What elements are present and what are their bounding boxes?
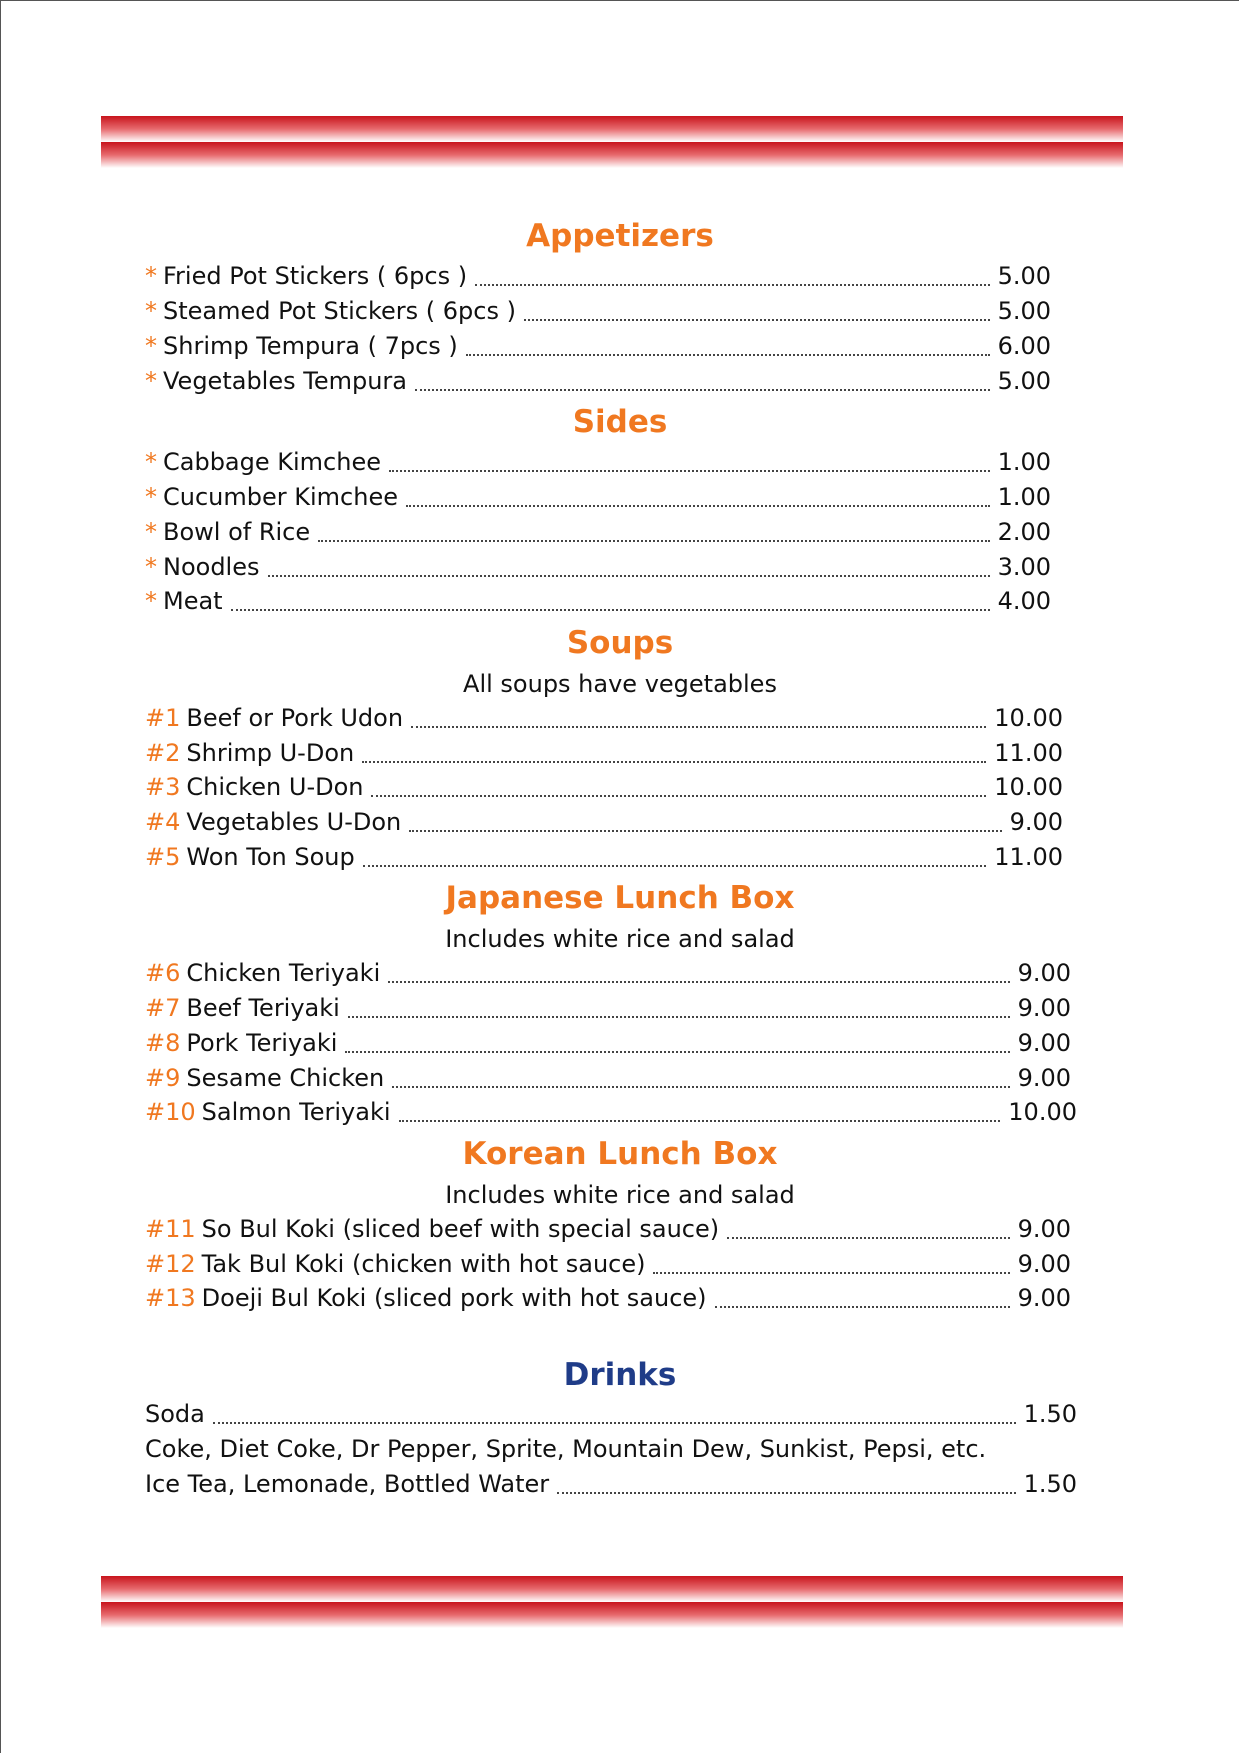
item-price: 1.50 <box>1023 1400 1077 1428</box>
dot-leader <box>388 981 1009 983</box>
soda-list: Coke, Diet Coke, Dr Pepper, Sprite, Mountain Dew, Sunkist, Pepsi, etc. <box>145 1435 987 1463</box>
item-price: 5.00 <box>997 297 1051 325</box>
menu-item <box>145 994 1071 1026</box>
item-code: #13 <box>145 1284 196 1312</box>
menu-item <box>145 1470 1077 1502</box>
item-code: #12 <box>145 1250 196 1278</box>
item-price: 1.50 <box>1023 1470 1077 1498</box>
star-mark: * <box>145 553 157 581</box>
star-mark: * <box>145 448 157 476</box>
checkered-border-top <box>101 116 1123 168</box>
item-price: 11.00 <box>994 843 1063 871</box>
dot-leader <box>399 1120 1001 1122</box>
item-name: Chicken Teriyaki <box>186 959 381 987</box>
dot-leader <box>213 1422 1016 1424</box>
item-name: Bowl of Rice <box>163 518 311 546</box>
item-name: Beef or Pork Udon <box>186 704 404 732</box>
star-mark: * <box>145 262 157 290</box>
dot-leader <box>524 319 990 321</box>
menu-item <box>145 297 1051 329</box>
star-mark: * <box>145 483 157 511</box>
item-price: 9.00 <box>1017 959 1071 987</box>
item-name: Ice Tea, Lemonade, Bottled Water <box>145 1470 550 1498</box>
item-price: 9.00 <box>1017 1029 1071 1057</box>
dot-leader <box>475 284 989 286</box>
dot-leader <box>411 726 986 728</box>
item-name: Cabbage Kimchee <box>163 448 381 476</box>
menu-item <box>145 332 1051 364</box>
dot-leader <box>557 1492 1015 1494</box>
menu-item <box>145 1029 1071 1061</box>
menu-item <box>145 843 1063 875</box>
item-name: Won Ton Soup <box>186 843 355 871</box>
item-name: Fried Pot Stickers ( 6pcs ) <box>163 262 468 290</box>
japanese-lunch-box-title: Japanese Lunch Box <box>445 880 795 916</box>
item-name: Shrimp U-Don <box>186 739 355 767</box>
menu-item <box>145 1215 1071 1247</box>
menu-item <box>145 959 1071 991</box>
dot-leader <box>371 795 986 797</box>
item-price: 9.00 <box>1017 1284 1071 1312</box>
korean-lunch-box-note: Includes white rice and salad <box>445 1181 795 1209</box>
item-name: Cucumber Kimchee <box>163 483 398 511</box>
item-code: #10 <box>145 1098 196 1126</box>
menu-item <box>145 1400 1077 1432</box>
menu-item <box>145 553 1051 585</box>
menu-item <box>145 448 1051 480</box>
dot-leader <box>268 575 990 577</box>
menu-item <box>145 1098 1077 1130</box>
soups-title: Soups <box>566 625 674 661</box>
menu-item <box>145 704 1063 736</box>
menu-item <box>145 1064 1071 1096</box>
japanese-lunch-box-note: Includes white rice and salad <box>445 925 795 953</box>
menu-item <box>145 587 1051 619</box>
menu-item <box>145 773 1063 805</box>
item-name: Soda <box>145 1400 205 1428</box>
item-name: Vegetables U-Don <box>186 808 402 836</box>
menu-item <box>145 1284 1071 1316</box>
item-name: Pork Teriyaki <box>186 1029 338 1057</box>
drinks-title: Drinks <box>563 1357 677 1393</box>
sides-title: Sides <box>572 404 668 440</box>
dot-leader <box>409 830 1001 832</box>
appetizers-title: Appetizers <box>526 218 714 254</box>
star-mark: * <box>145 587 157 615</box>
dot-leader <box>362 761 986 763</box>
dot-leader <box>653 1272 1009 1274</box>
item-price: 2.00 <box>997 518 1051 546</box>
menu-item <box>145 739 1063 771</box>
item-price: 10.00 <box>1008 1098 1077 1126</box>
star-mark: * <box>145 332 157 360</box>
item-name: Vegetables Tempura <box>163 367 407 395</box>
item-name: Salmon Teriyaki <box>201 1098 391 1126</box>
item-name: Sesame Chicken <box>186 1064 385 1092</box>
star-mark: * <box>145 518 157 546</box>
dot-leader <box>392 1086 1009 1088</box>
checkered-border-bottom <box>101 1576 1123 1628</box>
item-price: 11.00 <box>994 739 1063 767</box>
item-name: Chicken U-Don <box>186 773 364 801</box>
menu-item <box>145 483 1051 515</box>
item-name: So Bul Koki (sliced beef with special sauce) <box>201 1215 720 1243</box>
item-code: #9 <box>145 1064 181 1092</box>
item-price: 9.00 <box>1017 1064 1071 1092</box>
item-name: Noodles <box>163 553 260 581</box>
menu-item <box>145 518 1051 550</box>
item-code: #3 <box>145 773 181 801</box>
item-code: #1 <box>145 704 181 732</box>
item-name: Doeji Bul Koki (sliced pork with hot sauce) <box>201 1284 707 1312</box>
item-name: Tak Bul Koki (chicken with hot sauce) <box>201 1250 646 1278</box>
star-mark: * <box>145 367 157 395</box>
item-price: 9.00 <box>1009 808 1063 836</box>
item-price: 10.00 <box>994 704 1063 732</box>
item-code: #5 <box>145 843 181 871</box>
item-price: 6.00 <box>997 332 1051 360</box>
item-price: 9.00 <box>1017 1250 1071 1278</box>
item-code: #2 <box>145 739 181 767</box>
dot-leader <box>318 540 989 542</box>
item-name: Steamed Pot Stickers ( 6pcs ) <box>163 297 516 325</box>
dot-leader <box>363 865 987 867</box>
item-price: 5.00 <box>997 262 1051 290</box>
dot-leader <box>389 470 990 472</box>
dot-leader <box>466 354 990 356</box>
dot-leader <box>406 505 990 507</box>
item-price: 3.00 <box>997 553 1051 581</box>
star-mark: * <box>145 297 157 325</box>
item-price: 1.00 <box>997 483 1051 511</box>
dot-leader <box>415 389 990 391</box>
item-code: #11 <box>145 1215 196 1243</box>
soups-note: All soups have vegetables <box>463 670 777 698</box>
item-price: 9.00 <box>1017 1215 1071 1243</box>
item-price: 1.00 <box>997 448 1051 476</box>
item-code: #7 <box>145 994 181 1022</box>
dot-leader <box>231 609 990 611</box>
menu-item <box>145 262 1051 294</box>
menu-item <box>145 808 1063 840</box>
dot-leader <box>345 1051 1009 1053</box>
item-name: Meat <box>163 587 223 615</box>
item-price: 4.00 <box>997 587 1051 615</box>
korean-lunch-box-title: Korean Lunch Box <box>462 1136 778 1172</box>
menu-item <box>145 1250 1071 1282</box>
item-code: #8 <box>145 1029 181 1057</box>
item-code: #4 <box>145 808 181 836</box>
item-code: #6 <box>145 959 181 987</box>
menu-item <box>145 367 1051 399</box>
dot-leader <box>715 1306 1010 1308</box>
item-name: Beef Teriyaki <box>186 994 340 1022</box>
item-price: 10.00 <box>994 773 1063 801</box>
item-name: Shrimp Tempura ( 7pcs ) <box>163 332 458 360</box>
item-price: 5.00 <box>997 367 1051 395</box>
item-price: 9.00 <box>1017 994 1071 1022</box>
dot-leader <box>348 1016 1010 1018</box>
dot-leader <box>727 1237 1009 1239</box>
